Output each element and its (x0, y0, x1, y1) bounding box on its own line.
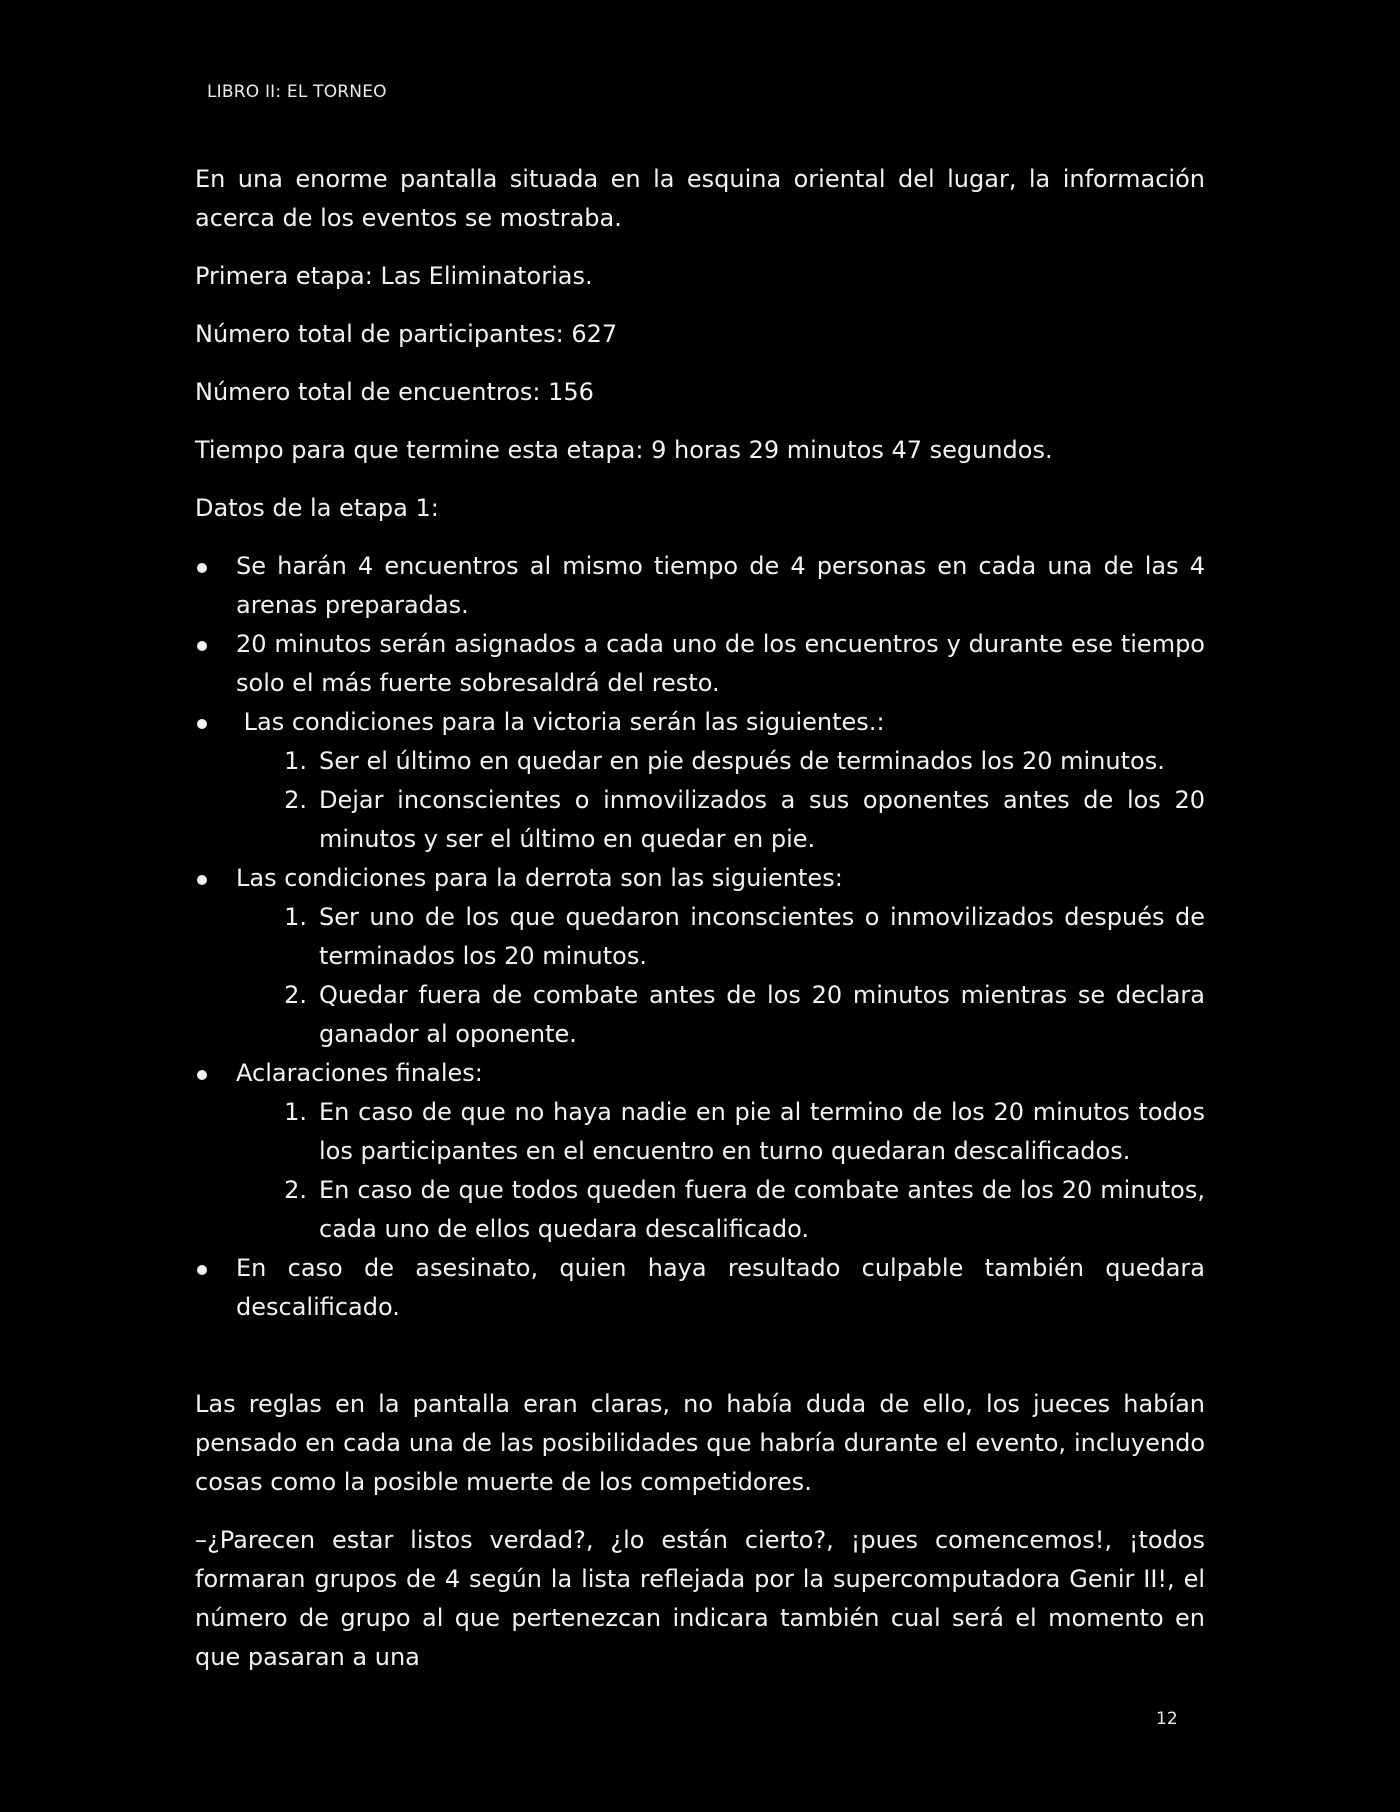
time-remaining-line: Tiempo para que termine esta etapa: 9 horas 29 minutos 47 segundos. (195, 436, 1053, 464)
rule-item (195, 703, 1205, 859)
bullet-icon (197, 875, 207, 885)
sub-item-text: Ser uno de los que quedaron inconscientes o inmovilizados después de terminados los 20 minutos. (319, 903, 1205, 970)
bullet-icon (197, 1265, 207, 1275)
rule-text: 20 minutos serán asignados a cada uno de los encuentros y durante ese tiempo solo el más fuerte sobresaldrá del resto. (236, 630, 1213, 697)
sub-item-text: Quedar fuera de combate antes de los 20 minutos mientras se declara ganador al oponente. (319, 981, 1205, 1048)
section-gap (195, 1327, 1205, 1385)
rule-item (195, 859, 1205, 1054)
sub-item (236, 742, 1205, 781)
rule-text: Se harán 4 encuentros al mismo tiempo de 4 personas en cada una de las 4 arenas preparadas. (236, 552, 1213, 619)
rule-item (195, 1054, 1205, 1249)
sub-item-text: Ser el último en quedar en pie después de terminados los 20 minutos. (319, 747, 1165, 775)
sub-item-number: 1. (284, 1098, 307, 1126)
bullet-icon (197, 719, 207, 729)
sub-item-number: 1. (284, 747, 307, 775)
page-number: 12 (1156, 1709, 1178, 1729)
sub-item-number: 2. (284, 1176, 307, 1204)
intro-paragraph: En una enorme pantalla situada en la esquina oriental del lugar, la información acerca de los eventos se mostraba. (195, 165, 1205, 232)
rule-item (195, 547, 1213, 625)
stage-line: Primera etapa: Las Eliminatorias. (195, 262, 593, 290)
rule-sublist (236, 898, 1205, 1054)
sub-item (236, 1171, 1205, 1249)
sub-item (236, 898, 1205, 976)
rule-text: Aclaraciones finales: (236, 1059, 483, 1087)
rule-item (195, 625, 1213, 703)
sub-item (236, 781, 1205, 859)
matches-line: Número total de encuentros: 156 (195, 378, 594, 406)
sub-item-number: 2. (284, 981, 307, 1009)
sub-item-number: 1. (284, 903, 307, 931)
bullet-icon (197, 641, 207, 651)
sub-item (236, 976, 1205, 1054)
closing-paragraph: Las reglas en la pantalla eran claras, no había duda de ello, los jueces habían pensado en cada una de las posibilidades que habría durante el evento, incluyendo cosas como la posible muerte de los competidores. (195, 1390, 1205, 1496)
bullet-icon (197, 563, 207, 573)
rule-text: Las condiciones para la victoria serán las siguientes.: (236, 708, 885, 736)
participants-line: Número total de participantes: 627 (195, 320, 618, 348)
dialogue-paragraph: –¿Parecen estar listos verdad?, ¿lo están cierto?, ¡pues comencemos!, ¡todos formaran grupos de 4 según la lista reflejada por la supercomputadora Genir II!, el número de grupo al que pertenezcan indicara también cual será el momento en que pasaran a una (195, 1526, 1205, 1671)
rule-item (195, 1249, 1213, 1327)
rule-text: En caso de asesinato, quien haya resultado culpable también quedara descalificado. (236, 1254, 1213, 1321)
bullet-icon (197, 1070, 207, 1080)
stage-data-heading: Datos de la etapa 1: (195, 494, 439, 522)
rule-text: Las condiciones para la derrota son las siguientes: (236, 864, 843, 892)
rule-sublist (236, 742, 1205, 859)
sub-item-text: En caso de que no haya nadie en pie al termino de los 20 minutos todos los participantes en el encuentro en turno quedaran descalificados. (319, 1098, 1205, 1165)
page-body (195, 160, 1213, 1696)
sub-item-text: Dejar inconscientes o inmovilizados a sus oponentes antes de los 20 minutos y ser el último en quedar en pie. (319, 786, 1205, 853)
sub-item (236, 1093, 1205, 1171)
sub-item-text: En caso de que todos queden fuera de combate antes de los 20 minutos, cada uno de ellos quedara descalificado. (319, 1176, 1205, 1243)
rule-sublist (236, 1093, 1205, 1249)
rules-list (195, 547, 1213, 1327)
sub-item-number: 2. (284, 786, 307, 814)
running-header: LIBRO II: EL TORNEO (207, 82, 387, 102)
